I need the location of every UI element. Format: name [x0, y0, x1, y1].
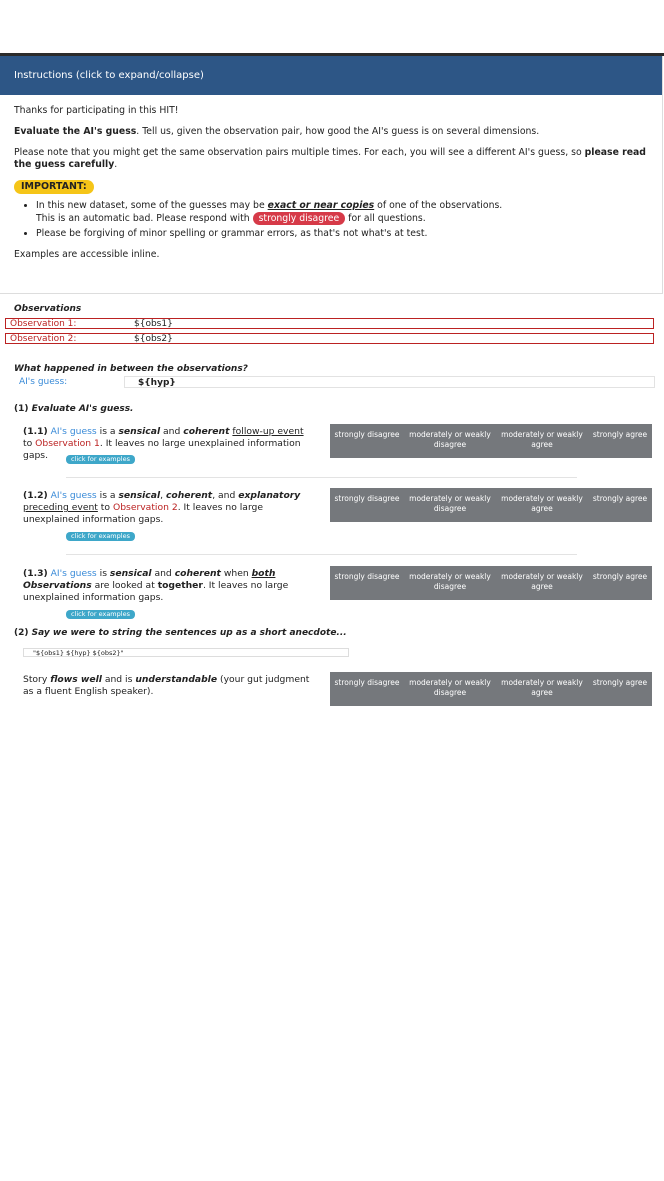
observation-1-value: ${obs1} — [134, 319, 173, 329]
divider — [66, 554, 577, 555]
rating-option-strongly-agree[interactable]: strongly agree — [592, 572, 648, 581]
anecdote-text: "${obs1} ${hyp} ${obs2}" — [23, 648, 349, 657]
list-item: • Please be forgiving of minor spelling or grammar errors, as that's not what's at test. — [36, 228, 648, 240]
observation-2-row — [5, 333, 654, 344]
examples-button-3[interactable]: click for examples — [66, 610, 135, 619]
ai-guess-row — [14, 376, 655, 388]
question-1-3: (1.3) AI's guess is sensical and coherent when both Observations are looked at together. It leaves no large unexplained information gaps. — [23, 568, 289, 603]
rating-option-strongly-disagree[interactable]: strongly disagree — [334, 430, 400, 439]
observation-1-label: Observation 1: — [10, 319, 77, 329]
anecdote-title: (2) Say we were to string the sentences up as a short anecdote... — [14, 628, 347, 638]
rating-option-strongly-disagree[interactable]: strongly disagree — [334, 678, 400, 687]
list-item: • In this new dataset, some of the guesses may be exact or near copies of one of the observations. This is an automatic bad. Please respond with strongly disagree for all questions. — [36, 200, 648, 225]
observations-title: Observations — [14, 304, 82, 314]
question-2: Story flows well and is understandable (your gut judgment as a fluent English speaker). — [23, 674, 310, 697]
rating-scale-3 — [330, 566, 652, 600]
rating-option-strongly-agree[interactable]: strongly agree — [592, 494, 648, 503]
rating-option-weakly-disagree[interactable]: moderately or weakly disagree — [409, 494, 491, 513]
rating-option-strongly-disagree[interactable]: strongly disagree — [334, 494, 400, 503]
rating-option-strongly-disagree[interactable]: strongly disagree — [334, 572, 400, 581]
rating-option-weakly-disagree[interactable]: moderately or weakly disagree — [409, 678, 491, 697]
important-list — [14, 200, 648, 240]
rating-scale-2 — [330, 488, 652, 522]
examples-button-1[interactable]: click for examples — [66, 455, 135, 464]
ai-guess-value: ${hyp} — [124, 376, 655, 388]
rating-option-weakly-disagree[interactable]: moderately or weakly disagree — [409, 572, 491, 591]
instructions-panel — [0, 56, 663, 294]
instructions-body — [0, 95, 662, 261]
note-text: Please note that you might get the same observation pairs multiple times. For each, you will see a different AI's guess, so please read the guess carefully. — [14, 147, 646, 170]
evaluate-text: Evaluate the AI's guess. Tell us, given the observation pair, how good the AI's guess is on several dimensions. — [14, 126, 540, 137]
ai-guess-label: AI's guess: — [19, 377, 68, 387]
rating-option-strongly-agree[interactable]: strongly agree — [592, 678, 648, 687]
divider — [66, 477, 577, 478]
examples-button-2[interactable]: click for examples — [66, 532, 135, 541]
important-badge: IMPORTANT: — [14, 180, 94, 194]
question-1-2: (1.2) AI's guess is a sensical, coherent, and explanatory preceding event to Observation 2. It leaves no large unexplained information gaps. — [23, 490, 301, 525]
rating-option-weakly-disagree[interactable]: moderately or weakly disagree — [409, 430, 491, 449]
rating-option-weakly-agree[interactable]: moderately or weakly agree — [501, 494, 583, 513]
rating-option-weakly-agree[interactable]: moderately or weakly agree — [501, 678, 583, 697]
thanks-text: Thanks for participating in this HIT! — [14, 105, 179, 116]
rating-option-weakly-agree[interactable]: moderately or weakly agree — [501, 430, 583, 449]
rating-option-weakly-agree[interactable]: moderately or weakly agree — [501, 572, 583, 591]
between-title: What happened in between the observations? — [14, 364, 248, 374]
examples-text: Examples are accessible inline. — [14, 249, 160, 260]
observation-2-value: ${obs2} — [134, 334, 173, 344]
instructions-toggle[interactable]: Instructions (click to expand/collapse) — [0, 56, 662, 95]
observation-1-row — [5, 318, 654, 329]
strongly-disagree-pill: strongly disagree — [253, 212, 346, 225]
rating-scale-1 — [330, 424, 652, 458]
evaluate-title: (1) Evaluate AI's guess. — [14, 404, 134, 414]
observation-2-label: Observation 2: — [10, 334, 77, 344]
question-1-1: (1.1) AI's guess is a sensical and coherent follow-up event to Observation 1. It leaves no large unexplained information gaps. — [23, 426, 304, 461]
rating-option-strongly-agree[interactable]: strongly agree — [592, 430, 648, 439]
rating-scale-4 — [330, 672, 652, 706]
